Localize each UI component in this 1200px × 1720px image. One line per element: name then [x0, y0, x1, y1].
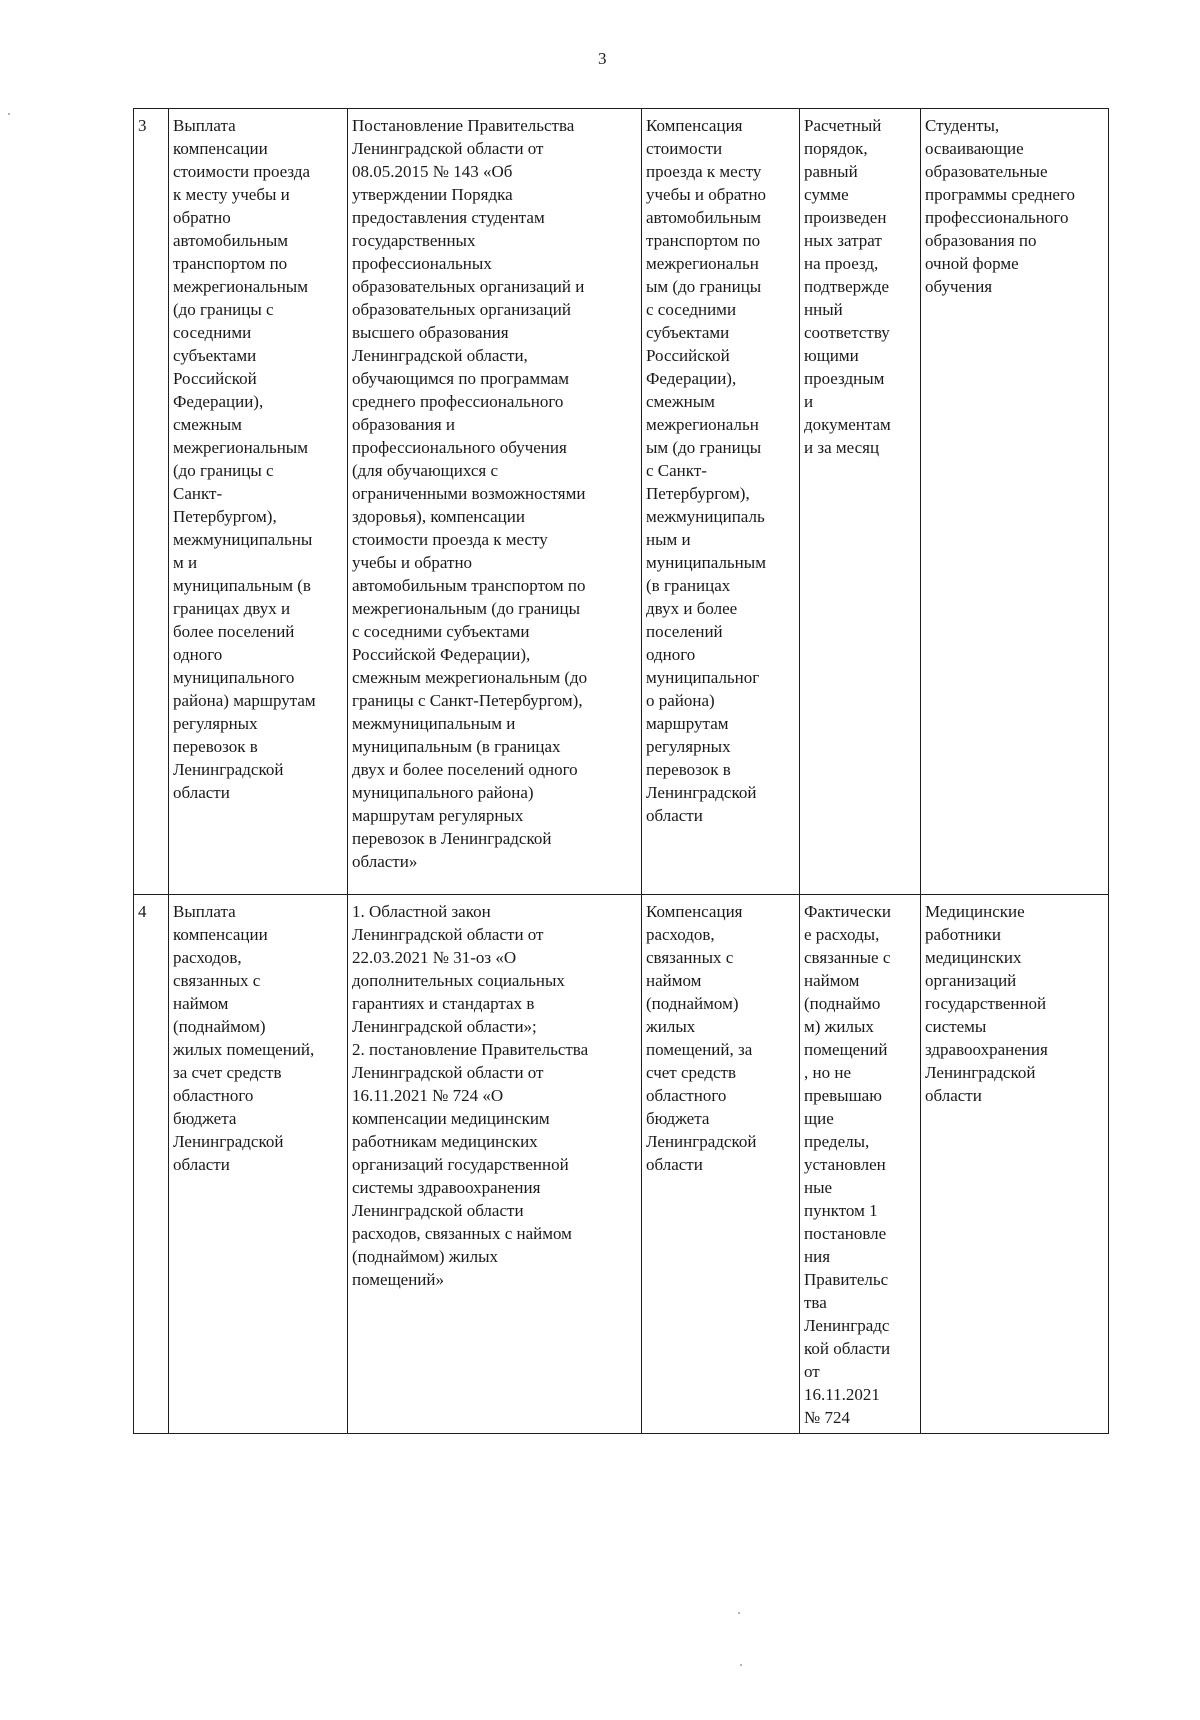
table-row-3 — [134, 109, 1109, 895]
recipients-cell: Студенты, осваивающие образовательные программы среднего профессионального образования по очной форме обучения — [921, 109, 1109, 895]
page-number: 3 — [598, 49, 607, 68]
calculation-method-cell: Расчетный порядок, равный сумме произведен ных затрат на проезд, подтвержде нный соответству ющими проездным и документам и за месяц — [800, 109, 921, 895]
row-number-cell: 3 — [134, 109, 169, 895]
row-number-cell: 4 — [134, 895, 169, 1434]
recipients-cell: Медицинские работники медицинских организаций государственной системы здравоохранения Ленинградской области — [921, 895, 1109, 1434]
legal-document-cell: 1. Областной закон Ленинградской области от 22.03.2021 № 31-оз «О дополнительных социальных гарантиях и стандартах в Ленинградской области»; 2. постановление Правительства Ленинградской области от 16.11.2021 № 724 «О компенсации медицинским работникам медицинских организаций государственной системы здравоохранения Ленинградской области расходов, связанных с наймом (поднаймом) жилых помещений» — [348, 895, 642, 1434]
scan-speck — [738, 1612, 740, 1614]
legal-document-cell: Постановление Правительства Ленинградской области от 08.05.2015 № 143 «Об утверждении Порядка предоставления студентам государственных профессиональных образовательных организаций и образовательных организаций высшего образования Ленинградской области, обучающимся по программам среднего профессионального образования и профессионального обучения (для обучающихся с ограниченными возможностями здоровья), компенсации стоимости проезда к месту учебы и обратно автомобильным транспортом по межрегиональным (до границы с соседними субъектами Российской Федерации), смежным межрегиональным (до границы с Санкт-Петербургом), межмуниципальным и муниципальным (в границах двух и более поселений одного муниципального района) маршрутам регулярных перевозок в Ленинградской области» — [348, 109, 642, 895]
measures-table — [133, 108, 1109, 1434]
scan-speck — [740, 1664, 742, 1666]
table-row-4 — [134, 895, 1109, 1434]
measure-name-cell: Выплата компенсации стоимости проезда к месту учебы и обратно автомобильным транспортом по межрегиональным (до границы с соседними субъектами Российской Федерации), смежным межрегиональным (до границы с Санкт- Петербургом), межмуниципальны м и муниципальным (в границах двух и более поселений одного муниципального района) маршрутам регулярных перевозок в Ленинградской области — [169, 109, 348, 895]
measure-name-cell: Выплата компенсации расходов, связанных с наймом (поднаймом) жилых помещений, за счет средств областного бюджета Ленинградской области — [169, 895, 348, 1434]
calculation-method-cell: Фактически е расходы, связанные с наймом (поднаймо м) жилых помещений , но не превышаю щие пределы, установлен ные пунктом 1 постановле ния Правительс тва Ленинградс кой области от 16.11.2021 № 724 — [800, 895, 921, 1434]
measure-description-cell: Компенсация стоимости проезда к месту учебы и обратно автомобильным транспортом по межрегиональн ым (до границы с соседними субъектами Российской Федерации), смежным межрегиональн ым (до границы с Санкт- Петербургом), межмуниципаль ным и муниципальным (в границах двух и более поселений одного муниципальног о района) маршрутам регулярных перевозок в Ленинградской области — [642, 109, 800, 895]
scan-speck — [8, 113, 10, 115]
measure-description-cell: Компенсация расходов, связанных с наймом (поднаймом) жилых помещений, за счет средств областного бюджета Ленинградской области — [642, 895, 800, 1434]
